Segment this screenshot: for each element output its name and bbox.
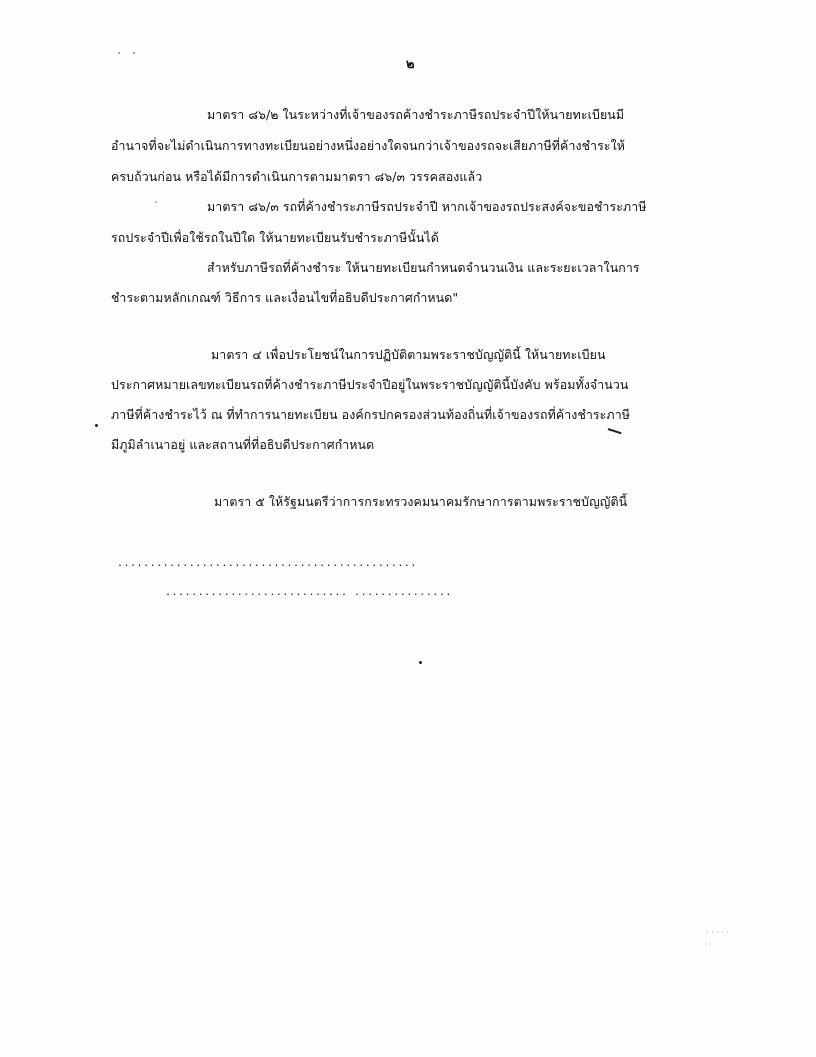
signature-dotted-line-1: .............................................. <box>117 558 417 569</box>
section-4-line-4: มีภูมิลำเนาอยู่ และสถานที่ที่อธิบดีประกาศกำหนด <box>111 437 375 452</box>
scan-speck <box>95 424 98 427</box>
section-86-3-line-3: สำหรับภาษีรถที่ค้างชำระ ให้นายทะเบียนกำหนดจำนวนเงิน และระยะเวลาในการ <box>207 260 640 275</box>
page-number: ๒ <box>406 57 415 72</box>
section-86-3-line-2: รถประจำปีเพื่อใช้รถในปีใด ให้นายทะเบียนรับชำระภาษีนั้นได้ <box>111 230 439 245</box>
section-86-2-line-3: ครบถ้วนก่อน หรือได้มีการดำเนินการตามมาตรา ๘๖/๓ วรรคสองแล้ว <box>111 169 483 184</box>
scan-speck <box>419 661 422 664</box>
section-86-2-line-1: มาตรา ๘๖/๒ ในระหว่างที่เจ้าของรถค้างชำระภาษีรถประจำปีให้นายทะเบียนมี <box>207 107 625 122</box>
section-86-3-line-1: มาตรา ๘๖/๓ รถที่ค้างชำระภาษีรถประจำปี หากเจ้าของรถประสงค์จะขอชำระภาษี <box>207 199 647 214</box>
scan-speck <box>133 52 135 54</box>
scan-noise: · · · · · <box>706 928 729 937</box>
section-86-3-line-4: ชำระตามหลักเกณฑ์ วิธีการ และเงื่อนไขที่อธิบดีประกาศกำหนด" <box>111 290 459 305</box>
scan-stroke <box>608 428 622 434</box>
scan-speck <box>118 52 120 54</box>
scan-speck <box>155 201 157 203</box>
section-4-line-3: ภาษีที่ค้างชำระไว้ ณ ที่ทำการนายทะเบียน องค์กรปกครองส่วนท้องถิ่นที่เจ้าของรถที่ค้างชำระภาษี <box>111 407 631 422</box>
section-86-2-line-2: อำนาจที่จะไม่ดำเนินการทางทะเบียนอย่างหนึ่งอย่างใดจนกว่าเจ้าของรถจะเสียภาษีที่ค้างชำระให้ <box>111 138 626 153</box>
section-4-line-1: มาตรา ๔ เพื่อประโยชน์ในการปฏิบัติตามพระราชบัญญัตินี้ ให้นายทะเบียน <box>211 347 606 362</box>
section-5-line-1: มาตรา ๕ ให้รัฐมนตรีว่าการกระทรวงคมนาคมรักษาการตามพระราชบัญญัตินี้ <box>214 494 628 509</box>
signature-dotted-line-2: ............................ ............... <box>165 587 452 598</box>
scan-noise: · · <box>704 940 712 949</box>
section-4-line-2: ประกาศหมายเลขทะเบียนรถที่ค้างชำระภาษีประจำปีอยู่ในพระราชบัญญัตินี้บังคับ พร้อมทั้งจำนวน <box>111 377 629 392</box>
